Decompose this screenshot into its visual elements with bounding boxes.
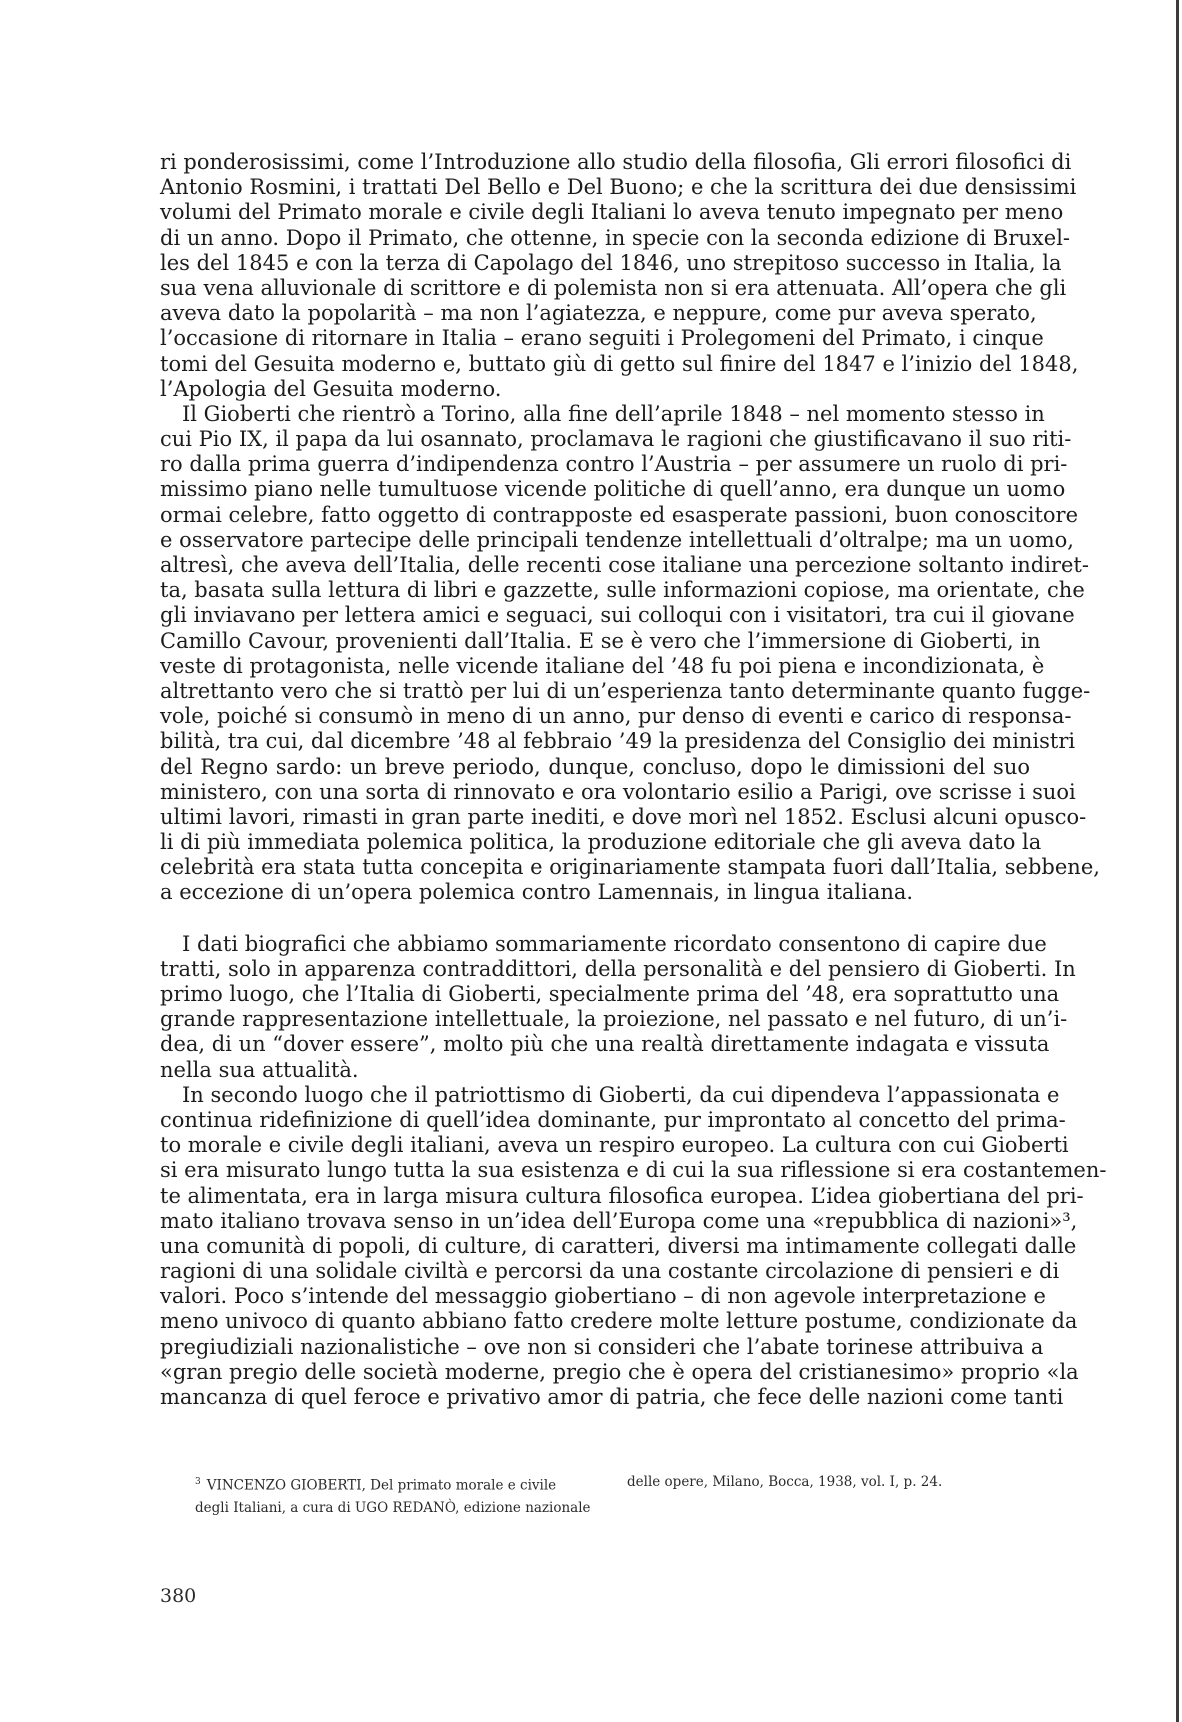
text-line: sua vena alluvionale di scrittore e di polemista non si era attenuata. All’opera che gli	[160, 275, 1067, 300]
text-line: I dati biografici che abbiamo sommariamente ricordato consentono di capire due	[182, 931, 1047, 956]
body-text	[160, 150, 1107, 1410]
text-line: gli inviavano per lettera amici e seguaci, sui colloqui con i visitatori, tra cui il giovane	[160, 603, 1075, 628]
footnote-right-column	[627, 1471, 942, 1493]
text-line: cui Pio IX, il papa da lui osannato, proclamava le ragioni che giustificavano il suo riti-	[160, 427, 1072, 452]
footnote-line	[195, 1471, 580, 1497]
text-line: ministero, con una sorta di rinnovato e ora volontario esilio a Parigi, ove scrisse i suoi	[160, 779, 1076, 804]
footnote-left-column	[195, 1471, 591, 1519]
page-number: 380	[160, 1585, 197, 1607]
text-line: vole, poiché si consumò in meno di un anno, pur denso di eventi e carico di responsa-	[160, 704, 1072, 729]
text-line: celebrità era stata tutta concepita e originariamente stampata fuori dall’Italia, sebbene,	[160, 855, 1100, 880]
text-line: mancanza di quel feroce e privativo amor di patria, che fece delle nazioni come tanti	[160, 1385, 1064, 1409]
text-line: In secondo luogo che il patriottismo di Gioberti, da cui dipendeva l’appassionata e	[182, 1082, 1060, 1107]
text-line: e osservatore partecipe delle principali tendenze intellettuali d’oltralpe; ma un uomo,	[160, 527, 1074, 552]
text-line: Camillo Cavour, provenienti dall’Italia. E se è vero che l’immersione di Gioberti, in	[160, 628, 1041, 653]
text-line: l’occasione di ritornare in Italia – erano seguiti i Prolegomeni del Primato, i cinque	[160, 326, 1044, 351]
page-edge-line	[1176, 0, 1179, 1722]
text-line: ro dalla prima guerra d’indipendenza contro l’Austria – per assumere un ruolo di pri-	[160, 452, 1068, 477]
text-line: te alimentata, era in larga misura cultura filosofica europea. L’idea giobertiana del pri-	[160, 1183, 1084, 1208]
text-line: les del 1845 e con la terza di Capolago del 1846, uno strepitoso successo in Italia, la	[160, 250, 1062, 275]
text-line: una comunità di popoli, di culture, di caratteri, diversi ma intimamente collegati dalle	[160, 1233, 1077, 1258]
text-line: ragioni di una solidale civiltà e percorsi da una costante circolazione di pensieri e di	[160, 1259, 1060, 1284]
text-line: ormai celebre, fatto oggetto di contrapposte ed esasperate passioni, buon conoscitore	[160, 502, 1079, 527]
text-line: Il Gioberti che rientrò a Torino, alla fine dell’aprile 1848 – nel momento stesso in	[182, 401, 1045, 426]
footnote-text: VINCENZO GIOBERTI, Del primato morale e civile	[206, 1477, 557, 1494]
footnote-line: degli Italiani, a cura di UGO REDANÒ, edizione nazionale	[195, 1499, 591, 1516]
text-line: valori. Poco s’intende del messaggio giobertiano – di non agevole interpretazione e	[160, 1284, 1046, 1309]
text-line: grande rappresentazione intellettuale, la proiezione, nel passato e nel futuro, di un’i-	[160, 1007, 1068, 1032]
text-line: nella sua attualità.	[160, 1057, 359, 1082]
text-line: volumi del Primato morale e civile degli Italiani lo aveva tenuto impegnato per meno	[160, 200, 1064, 225]
text-line: missimo piano nelle tumultuose vicende politiche di quell’anno, era dunque un uomo	[160, 477, 1066, 502]
text-line: a eccezione di un’opera polemica contro Lamennais, in lingua italiana.	[160, 880, 914, 905]
text-line: dea, di un “dover essere”, molto più che una realtà direttamente indagata e vissuta	[160, 1032, 1050, 1057]
text-line: li di più immediata polemica politica, la produzione editoriale che gli aveva dato la	[160, 830, 1042, 855]
text-line: si era misurato lungo tutta la sua esistenza e di cui la sua riflessione si era costantemen-	[160, 1158, 1107, 1183]
text-line: mato italiano trovava senso in un’idea dell’Europa come una «repubblica di nazioni»³,	[160, 1208, 1078, 1233]
text-line: Antonio Rosmini, i trattati Del Bello e Del Buono; e che la scrittura dei due densissimi	[160, 175, 1077, 200]
text-line: primo luogo, che l’Italia di Gioberti, specialmente prima del ’48, era soprattutto una	[160, 982, 1060, 1006]
footnote-line: delle opere, Milano, Bocca, 1938, vol. I, p. 24.	[627, 1474, 943, 1490]
text-line: continua ridefinizione di quell’idea dominante, pur improntato al concetto del prima-	[160, 1107, 1066, 1132]
footnote-number: 3	[195, 1477, 201, 1487]
text-line: di un anno. Dopo il Primato, che ottenne, in specie con la seconda edizione di Bruxel-	[160, 225, 1071, 250]
text-line: l’Apologia del Gesuita moderno.	[160, 376, 502, 401]
paragraph-gap	[160, 906, 1030, 932]
text-line: ri ponderosissimi, come l’Introduzione allo studio della filosofia, Gli errori filosofici di	[160, 150, 1072, 174]
text-line: bilità, tra cui, dal dicembre ’48 al febbraio ’49 la presidenza del Consiglio dei ministri	[160, 729, 1076, 754]
text-line: veste di protagonista, nelle vicende italiane del ’48 fu poi piena e incondizionata, è	[160, 653, 1045, 678]
text-line: altrettanto vero che si trattò per lui di un’esperienza tanto determinante quanto fugge-	[160, 678, 1091, 703]
text-line: pregiudiziali nazionalistiche – ove non si consideri che l’abate torinese attribuiva a	[160, 1334, 1044, 1359]
text-line: ta, basata sulla lettura di libri e gazzette, sulle informazioni copiose, ma orientate, che	[160, 578, 1085, 603]
text-line: del Regno sardo: un breve periodo, dunque, concluso, dopo le dimissioni del suo	[160, 754, 1030, 779]
text-line: meno univoco di quanto abbiano fatto credere molte letture postume, condizionate da	[160, 1309, 1078, 1334]
text-line: «gran pregio delle società moderne, pregio che è opera del cristianesimo» proprio «la	[160, 1359, 1079, 1384]
text-line: tomi del Gesuita moderno e, buttato giù di getto sul finire del 1847 e l’inizio del 1848,	[160, 351, 1079, 376]
text-line: tratti, solo in apparenza contraddittori, della personalità e del pensiero di Gioberti. In	[160, 956, 1076, 981]
text-line: ultimi lavori, rimasti in gran parte inediti, e dove morì nel 1852. Esclusi alcuni opusco-	[160, 804, 1087, 829]
text-line: aveva dato la popolarità – ma non l’agiatezza, e neppure, come pur aveva sperato,	[160, 301, 1037, 326]
text-line: to morale e civile degli italiani, aveva un respiro europeo. La cultura con cui Gioberti	[160, 1133, 1069, 1158]
text-line: altresì, che aveva dell’Italia, delle recenti cose italiane una percezione soltanto indiret-	[160, 553, 1089, 577]
